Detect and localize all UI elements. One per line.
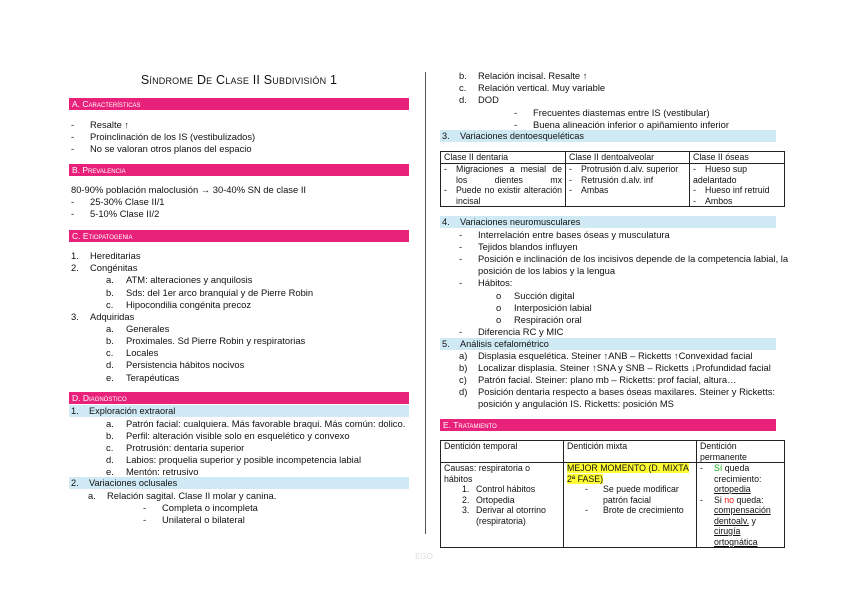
list-item: ATM: alteraciones y anquilosis — [126, 274, 253, 285]
list-item: Diferencia RC y MIC — [478, 326, 564, 337]
subsection-extraoral: 1. Exploración extraoral — [69, 405, 409, 417]
circle-bullet: o — [496, 302, 502, 313]
cell-bullet-item: - Retrusión d.alv. inf — [569, 174, 654, 185]
list-letter: c. — [106, 299, 114, 310]
table-cell-temporal — [441, 463, 564, 548]
list-letter: a. — [106, 418, 114, 429]
table-header: Clase II dentaria — [441, 152, 566, 164]
list-item: Tejidos blandos influyen — [478, 241, 578, 252]
list-item: Respiración oral — [514, 314, 582, 325]
bullet: - — [71, 143, 75, 154]
table-cell — [566, 164, 690, 207]
cell-bullet-item: - Sí queda crecimiento: ortopedia — [700, 463, 762, 494]
list-item: Relación sagital. Clase II molar y canina. — [107, 490, 277, 501]
list-letter: a. — [88, 490, 96, 501]
column-divider — [425, 72, 426, 534]
cell-bullet-item: - Migraciones a mesial de los dientes mx — [444, 164, 562, 185]
list-item: Generales — [126, 323, 170, 334]
list-number: 3. — [71, 311, 79, 322]
list-item: Terapéuticas — [126, 372, 180, 383]
list-item: Localizar displasia. Steiner ↑SNA y SNB – Ricketts ↓Profundidad facial — [478, 362, 771, 373]
table-header: Dentición mixta — [564, 441, 697, 463]
list-item: Resalte ↑ — [90, 119, 130, 130]
circle-bullet: o — [496, 290, 502, 301]
table-header: Dentición permanente — [697, 441, 785, 463]
cell-numbered-item: 1. Control hábitos — [462, 484, 536, 494]
list-letter: a) — [459, 350, 468, 361]
subsection-oclusales: 2. Variaciones oclusales — [69, 477, 409, 489]
list-item: Patrón facial: cualquiera. Más favorable braqui. Más común: dolico. — [126, 418, 406, 429]
page-title: Síndrome De Clase II Subdivisión 1 — [140, 73, 338, 87]
bullet: - — [514, 107, 518, 118]
list-item: Sds: del 1er arco branquial y de Pierre Robin — [126, 287, 314, 298]
dentoesqueletica-table — [440, 151, 785, 207]
table-cell-permanente — [697, 463, 785, 548]
cell-bullet-item: - Hueso sup adelantado — [693, 164, 748, 185]
list-item: Hábitos: — [478, 277, 513, 288]
bullet: - — [459, 241, 463, 252]
list-item-continued: posición y angulación IS. Ricketts: posición MS — [478, 398, 674, 409]
section-c-header: C. Etiopatogenia — [69, 230, 409, 242]
table-header: Clase II dentoalveolar — [566, 152, 690, 164]
list-item: Completa o incompleta — [162, 502, 258, 513]
list-letter: d. — [459, 94, 467, 105]
subsection-cefalometrico: 5. Análisis cefalométrico — [440, 338, 776, 350]
bullet: - — [143, 514, 147, 525]
cell-numbered-item: 3. Derivar al otorrino (respiratoria) — [462, 505, 546, 526]
bullet: - — [459, 253, 463, 264]
bullet: - — [459, 277, 463, 288]
list-letter: a. — [106, 323, 114, 334]
section-d-header: D. Diagnóstico — [69, 392, 409, 404]
list-letter: e. — [106, 372, 114, 383]
list-item: Congénitas — [90, 262, 138, 273]
section-b-header: B. Prevalencia — [69, 164, 409, 176]
list-item: Displasia esquelética. Steiner ↑ANB – Ricketts ↑Convexidad facial — [478, 350, 753, 361]
list-item: Interposición labial — [514, 302, 592, 313]
list-letter: a. — [106, 274, 114, 285]
subsection-dentoesqueleticas: 3. Variaciones dentoesqueléticas — [440, 130, 776, 142]
bullet: - — [71, 208, 75, 219]
circle-bullet: o — [496, 314, 502, 325]
cell-text: Causas: respiratoria o hábitos — [444, 463, 531, 484]
list-item: Hipocondilia congénita precoz — [126, 299, 252, 310]
list-letter: b. — [106, 430, 114, 441]
list-item: No se valoran otros planos del espacio — [90, 143, 252, 154]
list-item: Perfil: alteración visible solo en esquelético y convexo — [126, 430, 350, 441]
list-item: 25-30% Clase II/1 — [90, 196, 165, 207]
prevalence-main: 80-90% población maloclusión → 30-40% SN de clase II — [71, 184, 307, 195]
list-item: Proinclinación de los IS (vestibulizados) — [90, 131, 256, 142]
bullet: - — [514, 119, 518, 130]
cell-bullet-item: - Si no queda: compensación dentoalv. y cirugía ortognática — [700, 494, 771, 547]
bullet: - — [143, 502, 147, 513]
section-a-header: A. Características — [69, 98, 409, 110]
list-letter: b. — [106, 287, 114, 298]
cell-bullet-item: - Hueso inf retruid — [693, 185, 770, 195]
bullet: - — [71, 119, 75, 130]
table-cell — [690, 164, 785, 207]
list-item: Posición dentaria respecto a bases óseas maxilares. Steiner y Ricketts: — [478, 386, 776, 397]
subsection-neuromusculares: 4. Variaciones neuromusculares — [440, 216, 776, 228]
list-letter: e. — [106, 466, 114, 477]
tratamiento-table — [440, 440, 785, 548]
list-letter: c. — [106, 442, 114, 453]
list-item: Patrón facial. Steiner: plano mb – Ricketts: prof facial, altura… — [478, 374, 737, 385]
table-cell — [441, 164, 566, 207]
list-number: 1. — [71, 250, 79, 261]
list-item: DOD — [478, 94, 499, 105]
list-letter: d) — [459, 386, 468, 397]
table-header: Clase II óseas — [690, 152, 785, 164]
list-item: Locales — [126, 347, 159, 358]
cell-bullet-item: - Ambos — [693, 195, 733, 206]
cell-bullet-item: - Se puede modificar patrón facial — [585, 484, 679, 505]
list-letter: c. — [459, 82, 467, 93]
cell-bullet-item: - Brote de crecimiento — [585, 505, 684, 515]
table-header: Dentición temporal — [441, 441, 564, 463]
highlight-text: MEJOR MOMENTO (D. MIXTA 2ª FASE) — [567, 463, 689, 484]
list-letter: b. — [106, 335, 114, 346]
bullet: - — [71, 196, 75, 207]
list-letter: c) — [459, 374, 467, 385]
list-letter: c. — [106, 347, 114, 358]
list-item: Succión digital — [514, 290, 575, 301]
bullet: - — [459, 326, 463, 337]
list-item: Frecuentes diastemas entre IS (vestibular) — [533, 107, 710, 118]
list-item: Relación vertical. Muy variable — [478, 82, 606, 93]
list-item: Hereditarias — [90, 250, 141, 261]
bullet: - — [459, 229, 463, 240]
list-item: Protrusión: dentaria superior — [126, 442, 245, 453]
list-item: Interrelación entre bases óseas y musculatura — [478, 229, 670, 240]
list-letter: b. — [459, 70, 467, 81]
list-item: 5-10% Clase II/2 — [90, 208, 160, 219]
list-item: Mentón: retrusivo — [126, 466, 199, 477]
table-cell-mixta — [564, 463, 697, 548]
list-item: Posición e inclinación de los incisivos depende de la competencia labial, la — [478, 253, 789, 264]
section-e-header: E. Tratamiento — [440, 419, 776, 431]
bullet: - — [71, 131, 75, 142]
list-item: Unilateral o bilateral — [162, 514, 245, 525]
list-item: Labios: proquelia superior y posible incompetencia labial — [126, 454, 362, 465]
list-letter: d. — [106, 359, 114, 370]
list-item-continued: posición de los labios y la lengua — [478, 265, 616, 276]
cell-bullet-item: - Ambas — [569, 185, 609, 195]
list-item: Proximales. Sd Pierre Robin y respiratorias — [126, 335, 306, 346]
list-number: 2. — [71, 262, 79, 273]
footer-mark: EGO — [415, 552, 433, 561]
cell-bullet-item: - Puede no existir alteración incisal — [444, 185, 562, 206]
list-item: Buena alineación inferior o apiñamiento inferior — [533, 119, 729, 130]
list-item: Adquiridas — [90, 311, 135, 322]
list-item: Persistencia hábitos nocivos — [126, 359, 245, 370]
list-item: Relación incisal. Resalte ↑ — [478, 70, 588, 81]
list-letter: b) — [459, 362, 468, 373]
cell-numbered-item: 2. Ortopedia — [462, 494, 515, 505]
list-letter: d. — [106, 454, 114, 465]
cell-bullet-item: - Protrusión d.alv. superior — [569, 164, 679, 174]
